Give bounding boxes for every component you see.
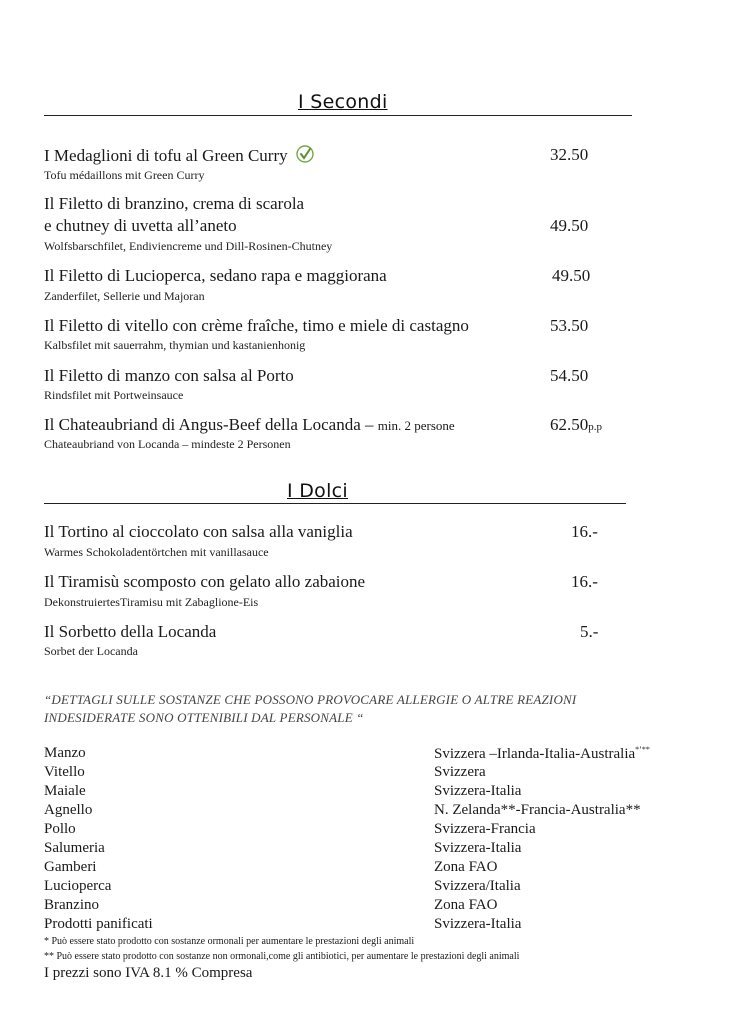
origin-item: Lucioperca [44, 878, 112, 894]
secondi-item-desc: Rindsfilet mit Portweinsauce [44, 388, 184, 402]
origin-item: Maiale [44, 783, 86, 799]
dolci-item-price: 5.- [580, 622, 599, 641]
origin-item: Salumeria [44, 840, 105, 856]
dolci-title: I Dolci [287, 480, 349, 502]
origin-country: Svizzera-Italia [434, 916, 522, 932]
dolci-item-price: 16.- [571, 572, 598, 591]
vat-notice: I prezzi sono IVA 8.1 % Compresa [44, 965, 253, 981]
origin-country: Svizzera-Italia [434, 783, 522, 799]
dolci-item-desc: Warmes Schokoladentörtchen mit vanillasauce [44, 545, 269, 559]
secondi-item-desc: Zanderfilet, Sellerie und Majoran [44, 289, 205, 303]
dolci-item-name: Il Sorbetto della Locanda [44, 622, 217, 641]
allergy-notice-line1: “DETTAGLI SULLE SOSTANZE CHE POSSONO PROVOCARE ALLERGIE O ALTRE REAZIONI [44, 692, 577, 707]
secondi-title: I Secondi [298, 91, 388, 113]
footnote-hormones: * Può essere stato prodotto con sostanze ormonali per aumentare le prestazioni degli animali [44, 936, 415, 947]
origin-country: Svizzera [434, 764, 486, 780]
secondi-item-price: 32.50 [550, 145, 589, 164]
secondi-item-price: 62.50p.p [550, 415, 602, 434]
price-suffix: p.p [588, 421, 602, 433]
origin-mark: *’** [635, 745, 650, 754]
origin-item: Agnello [44, 802, 93, 818]
dolci-item-desc: Sorbet der Locanda [44, 644, 138, 658]
secondi-item-name: Il Filetto di manzo con salsa al Porto [44, 366, 294, 385]
origin-item: Manzo [44, 745, 86, 761]
footnote-antibiotics: ** Può essere stato prodotto con sostanze non ormonali,come gli antibiotici, per aumentare le prestazioni degli animali [44, 951, 520, 962]
secondi-item-name: Il Filetto di branzino, crema di scarola [44, 194, 305, 213]
dolci-item-name: Il Tortino al cioccolato con salsa alla vaniglia [44, 522, 353, 541]
secondi-item-name: Il Filetto di Lucioperca, sedano rapa e maggiorana [44, 266, 387, 285]
origin-country: Svizzera-Francia [434, 821, 536, 837]
allergy-notice-line2: INDESIDERATE SONO OTTENIBILI DAL PERSONALE “ [44, 710, 364, 725]
origin-country: N. Zelanda**-Francia-Australia** [434, 802, 641, 818]
origin-country: Zona FAO [434, 897, 498, 913]
origin-country: Zona FAO [434, 859, 498, 875]
secondi-item-desc: Wolfsbarschfilet, Endiviencreme und Dill-Rosinen-Chutney [44, 239, 333, 253]
secondi-item-name-line2: e chutney di uvetta all’aneto [44, 216, 237, 235]
secondi-item-name: Il Filetto di vitello con crème fraîche, timo e miele di castagno [44, 316, 469, 335]
secondi-item-price: 53.50 [550, 316, 589, 335]
dolci-rule [44, 503, 626, 504]
leaf-icon [295, 145, 315, 168]
secondi-item-desc: Chateaubriand von Locanda – mindeste 2 Personen [44, 437, 291, 451]
secondi-item-desc: Tofu médaillons mit Green Curry [44, 168, 205, 182]
origin-item: Gamberi [44, 859, 97, 875]
origin-item: Branzino [44, 897, 99, 913]
secondi-item-price: 49.50 [552, 266, 591, 285]
dolci-item-desc: DekonstruiertesTiramisu mit Zabaglione-Eis [44, 595, 259, 609]
secondi-item-desc: Kalbsfilet mit sauerrahm, thymian und kastanienhonig [44, 338, 306, 352]
origin-item: Vitello [44, 764, 85, 780]
origin-country: Svizzera –Irlanda-Italia-Australia*’** [434, 745, 650, 762]
secondi-item-name: I Medaglioni di tofu al Green Curry [44, 145, 315, 168]
origin-item: Pollo [44, 821, 76, 837]
secondi-item-note: min. 2 persone [377, 418, 455, 433]
origin-country: Svizzera-Italia [434, 840, 522, 856]
secondi-item-name: Il Chateaubriand di Angus-Beef della Locanda – min. 2 persone [44, 415, 455, 434]
dolci-item-price: 16.- [571, 522, 598, 541]
origin-item: Prodotti panificati [44, 916, 153, 932]
dolci-item-name: Il Tiramisù scomposto con gelato allo zabaione [44, 572, 366, 591]
secondi-item-price: 49.50 [550, 216, 589, 235]
origin-country: Svizzera/Italia [434, 878, 521, 894]
secondi-rule [44, 115, 632, 116]
secondi-item-price: 54.50 [550, 366, 589, 385]
